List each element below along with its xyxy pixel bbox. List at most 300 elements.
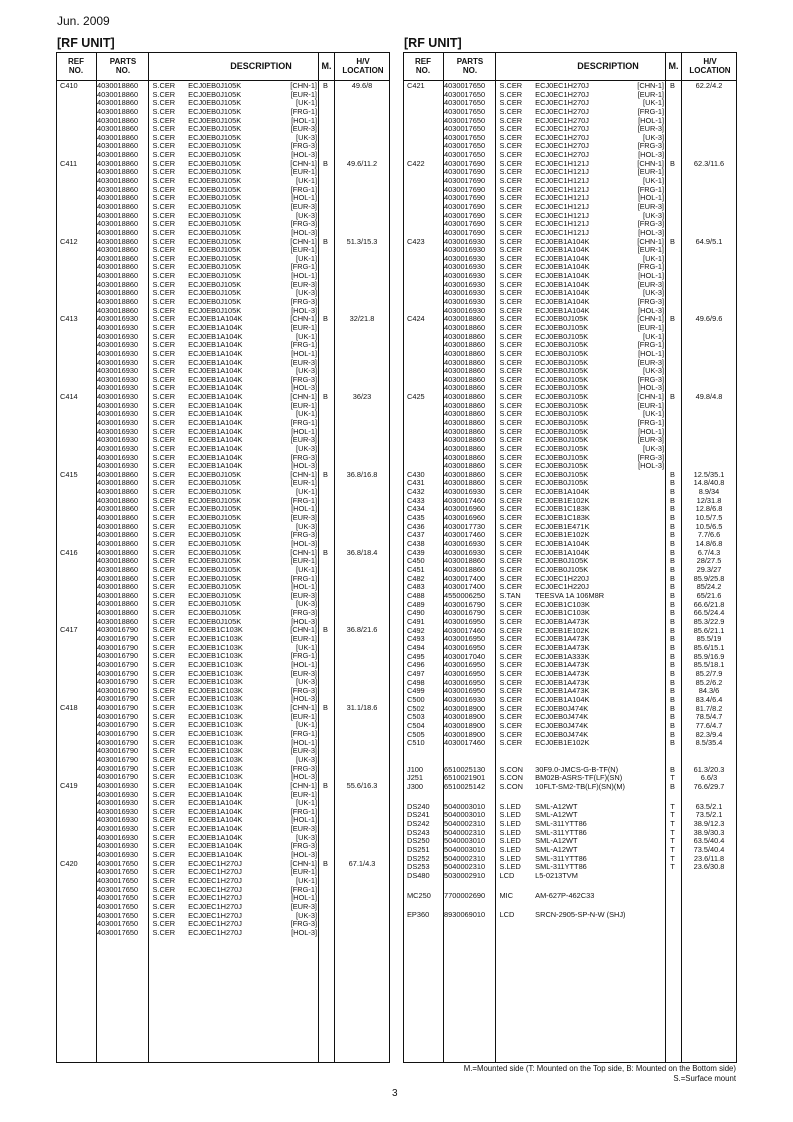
part-number: 4030016790: [444, 599, 486, 609]
table-header: [57, 53, 389, 81]
part-description: ECJ0EB1A104K: [188, 780, 243, 790]
part-type: S.CER: [152, 426, 176, 436]
ref-number: EP360: [407, 910, 430, 920]
region-code: [630, 911, 664, 920]
part-type: S.LED: [499, 853, 521, 863]
part-description: ECJ0EC1H220J: [535, 582, 589, 592]
ref-number: DS241: [407, 810, 430, 820]
part-type: S.CER: [499, 694, 523, 704]
part-description: ECJ0EB1C103K: [188, 625, 243, 635]
part-description: ECJ0EB0J105K: [535, 461, 589, 471]
part-number: 4030017730: [444, 521, 486, 531]
region-code: [UK-3]: [296, 288, 317, 298]
region-code: [630, 583, 664, 592]
part-number: 4030018860: [97, 616, 139, 626]
part-type: S.CER: [499, 720, 523, 730]
region-code: [FRG-1]: [290, 340, 317, 350]
ref-number: C490: [407, 608, 425, 618]
part-number: 4030017040: [444, 651, 486, 661]
region-code: [HOL-1]: [291, 737, 317, 747]
hv-location: 49.6/11.2: [346, 158, 378, 168]
part-description: SML-A12WT: [535, 836, 578, 846]
part-description: ECJ0EB1C103K: [188, 651, 243, 661]
part-type: S.CER: [152, 832, 176, 842]
part-type: S.CER: [499, 271, 523, 281]
part-type: S.CER: [499, 348, 523, 358]
part-description: ECJ0EB0J105K: [535, 340, 589, 350]
hv-location: 55.6/16.3: [346, 780, 378, 790]
region-code: [UK-3]: [296, 521, 317, 531]
part-number: 4030017650: [444, 98, 486, 108]
part-type: S.CER: [499, 141, 523, 151]
document-date: Jun. 2009: [57, 14, 110, 28]
part-number: 4030017650: [444, 124, 486, 134]
part-number: 4030016790: [97, 720, 139, 730]
part-type: S.CER: [152, 98, 176, 108]
part-description: ECJ0EB1A104K: [188, 850, 243, 860]
region-code: [CHN-1]: [290, 625, 317, 635]
part-type: S.CER: [499, 504, 523, 514]
part-lines: [442, 238, 664, 316]
hv-location: 63.5/2.1: [695, 801, 723, 811]
part-number: 4030018860: [97, 495, 139, 505]
part-description: ECJ0EB1A104K: [188, 392, 243, 402]
part-number: 4030018860: [444, 417, 486, 427]
part-number: 4030016790: [97, 754, 139, 764]
region-code: [FRG-1]: [290, 495, 317, 505]
part-description: ECJ0EB1C103K: [188, 668, 243, 678]
region-code: [EUR-3]: [290, 746, 317, 756]
part-description: ECJ0EC1H270J: [188, 858, 242, 868]
part-type: S.CER: [499, 132, 523, 142]
region-code: [UK-1]: [296, 564, 317, 574]
part-description: ECJ0EB1A104K: [535, 253, 590, 263]
region-code: [630, 766, 664, 775]
region-code: [HOL-1]: [291, 348, 317, 358]
part-number: 4030016960: [444, 513, 486, 523]
part-number: 4030018860: [97, 305, 139, 315]
part-description: ECJ0EB0J105K: [188, 115, 242, 125]
part-number: 4030017650: [444, 89, 486, 99]
part-number: 4030018860: [444, 409, 486, 419]
mounted-side: B: [670, 660, 675, 670]
hv-location: 8.9/34: [698, 487, 720, 497]
mounted-side: B: [670, 513, 675, 523]
part-description: SML-A12WT: [535, 845, 578, 855]
part-number: 4030016790: [97, 677, 139, 687]
part-type: S.CER: [152, 919, 176, 929]
part-type: S.CER: [152, 867, 176, 877]
part-description: ECJ0EB0J105K: [188, 478, 242, 488]
part-number: 4030016950: [444, 616, 486, 626]
region-code: [FRG-3]: [637, 452, 664, 462]
part-number: 4030018860: [444, 400, 486, 410]
part-description: SML-A12WT: [535, 810, 578, 820]
part-number: 4030018860: [444, 565, 486, 575]
mounted-side: B: [670, 487, 675, 497]
part-number: 4030018860: [444, 452, 486, 462]
part-number: 4030018860: [97, 106, 139, 116]
part-description: ECJ0EB0J105K: [535, 443, 589, 453]
hv-location: 12/31.8: [696, 495, 722, 505]
part-description: ECJ0EB1E102K: [535, 625, 590, 635]
part-description: ECJ0EB0J105K: [188, 556, 242, 566]
hv-location: 63.5/40.4: [693, 836, 725, 846]
region-code: [630, 863, 664, 872]
part-number: 4030016930: [444, 271, 486, 281]
region-code: [HOL-1]: [291, 504, 317, 514]
part-type: S.CER: [152, 443, 176, 453]
region-code: [EUR-1]: [290, 634, 317, 643]
part-description: ECJ0EC1H121J: [535, 158, 589, 168]
region-code: [UK-3]: [643, 288, 664, 298]
region-code: [EUR-3]: [290, 435, 317, 445]
mounted-side: B: [670, 573, 675, 583]
part-number: 4030016930: [97, 392, 139, 402]
part-type: S.CER: [152, 746, 176, 756]
part-description: ECJ0EB0J474K: [535, 729, 589, 739]
part-number: 4030017650: [97, 919, 139, 929]
region-code: [630, 713, 664, 722]
part-type: S.CER: [152, 850, 176, 860]
part-number: 4030018860: [97, 279, 139, 289]
mounted-side: B: [670, 651, 675, 661]
region-code: [EUR-1]: [290, 245, 317, 255]
part-type: S.CER: [499, 331, 523, 341]
ref-number: DS240: [407, 801, 430, 811]
table-row: [57, 549, 389, 627]
mounted-side: B: [670, 608, 675, 618]
part-number: 4030016930: [97, 461, 139, 471]
region-code: [630, 803, 664, 812]
part-number: 4030018860: [444, 314, 486, 324]
part-number: 5040002310: [444, 853, 486, 863]
ref-number: J251: [407, 773, 424, 783]
part-description: ECJ0EB0J105K: [535, 417, 589, 427]
ref-number: C420: [60, 858, 78, 868]
part-line: [442, 783, 664, 792]
region-code: [FRG-1]: [290, 884, 317, 894]
hv-location: 85.9/16.9: [693, 651, 725, 661]
part-type: S.CER: [499, 443, 523, 453]
part-number: 4030018860: [97, 271, 139, 281]
part-number: 4030018860: [97, 158, 139, 168]
region-code: [CHN-1]: [290, 858, 317, 868]
part-description: ECJ0EB1A473K: [535, 677, 590, 687]
part-description: ECJ0EB0J105K: [188, 599, 242, 609]
part-type: S.CER: [152, 288, 176, 298]
part-number: 4030018860: [97, 193, 139, 203]
part-type: S.CER: [499, 400, 523, 410]
part-type: S.CER: [499, 651, 523, 661]
part-number: 4030017690: [444, 176, 486, 186]
part-number: 5040003010: [444, 810, 486, 820]
part-number: 4030018900: [444, 703, 486, 713]
column-header-description: DESCRIPTION: [577, 61, 639, 72]
part-description: ECJ0EB1C183K: [535, 504, 590, 514]
part-number: 4030016950: [444, 634, 486, 644]
region-code: [EUR-1]: [637, 245, 664, 255]
table-row: [404, 783, 736, 792]
part-type: S.CER: [499, 245, 523, 255]
region-code: [CHN-1]: [290, 469, 317, 479]
ref-number: C438: [407, 539, 425, 549]
part-description: ECJ0EB1A104K: [188, 789, 243, 799]
mounted-side: B: [670, 582, 675, 592]
part-description: ECJ0EC1H270J: [535, 89, 589, 99]
part-description: ECJ0EB0J105K: [188, 538, 242, 548]
part-type: S.CER: [152, 158, 176, 168]
part-number: 4030016930: [97, 400, 139, 410]
part-number: 4030016930: [97, 331, 139, 341]
part-description: ECJ0EB0J105K: [535, 366, 589, 376]
part-type: S.CER: [152, 677, 176, 687]
part-type: S.CER: [499, 625, 523, 635]
part-type: S.CER: [152, 893, 176, 903]
part-type: S.CER: [152, 253, 176, 263]
table-row: [404, 393, 736, 471]
part-type: S.CER: [152, 297, 176, 307]
part-description: ECJ0EB1C103K: [188, 634, 243, 643]
part-description: ECJ0EB0J105K: [535, 331, 589, 341]
table-row: [57, 238, 389, 316]
part-type: S.CER: [499, 374, 523, 384]
region-code: [630, 601, 664, 610]
region-code: [FRG-3]: [637, 141, 664, 151]
part-description: ECJ0EB0J105K: [188, 573, 242, 583]
ref-number: C413: [60, 314, 78, 324]
mounted-side: T: [670, 819, 675, 829]
part-number: 4030018860: [97, 564, 139, 574]
ref-number: C451: [407, 565, 425, 575]
table-row: [404, 82, 736, 160]
part-number: 4030016790: [97, 634, 139, 643]
part-number: 4030017400: [444, 582, 486, 592]
ref-number: J300: [407, 782, 424, 792]
part-description: ECJ0EB0J105K: [188, 513, 242, 523]
part-description: ECJ0EB0J105K: [188, 245, 242, 255]
part-number: 4030018860: [444, 478, 486, 488]
part-type: S.CER: [152, 150, 176, 160]
mounted-side: B: [323, 780, 328, 790]
mounted-side: B: [670, 547, 675, 557]
part-type: S.CER: [499, 660, 523, 670]
part-number: 4030017650: [444, 150, 486, 160]
part-number: 4030016930: [97, 841, 139, 851]
hv-location: 12.5/35.1: [693, 469, 725, 479]
table-row: [57, 315, 389, 393]
region-code: [630, 687, 664, 696]
part-type: S.CER: [499, 686, 523, 696]
part-number: 4030018860: [97, 89, 139, 99]
ref-number: C439: [407, 547, 425, 557]
part-description: ECJ0EB0J105K: [188, 582, 242, 592]
region-code: [EUR-3]: [290, 513, 317, 523]
part-number: 4030018860: [97, 599, 139, 609]
part-type: S.CER: [152, 331, 176, 341]
region-code: [EUR-1]: [290, 789, 317, 799]
part-number: 4030016930: [97, 798, 139, 808]
region-code: [FRG-1]: [637, 184, 664, 194]
hv-location: 10.5/7.5: [695, 513, 723, 523]
part-type: S.CON: [499, 782, 523, 792]
part-description: ECJ0EB0J105K: [188, 521, 242, 531]
part-number: 4030016930: [97, 340, 139, 350]
part-description: ECJ0EB0J105K: [188, 184, 242, 194]
hv-location: 38.9/12.3: [693, 819, 725, 829]
part-description: ECJ0EB0J105K: [188, 271, 242, 281]
region-code: [EUR-1]: [290, 478, 317, 488]
region-code: [630, 549, 664, 558]
part-number: 4030018860: [444, 443, 486, 453]
part-description: ECJ0EB1A104K: [535, 297, 590, 307]
part-type: S.CER: [152, 279, 176, 289]
mounted-side: B: [670, 720, 675, 730]
part-type: S.CER: [152, 409, 176, 419]
part-lines: [95, 238, 317, 316]
mounted-side: B: [323, 858, 328, 868]
part-number: 4030016930: [444, 245, 486, 255]
ref-number: C495: [407, 651, 425, 661]
part-number: 4030016930: [97, 452, 139, 462]
region-code: [630, 696, 664, 705]
part-number: 4030016930: [97, 435, 139, 445]
mounted-side: B: [670, 634, 675, 644]
ref-number: C500: [407, 694, 425, 704]
part-description: ECJ0EB1C103K: [188, 729, 243, 739]
part-lines: [95, 160, 317, 238]
column-header-hv-location: H/V LOCATION: [342, 57, 384, 75]
region-code: [FRG-1]: [290, 729, 317, 739]
part-type: S.CER: [152, 504, 176, 514]
region-code: [630, 837, 664, 846]
part-number: 4030018860: [444, 340, 486, 350]
part-type: S.CER: [499, 366, 523, 376]
region-code: [HOL-1]: [291, 115, 317, 125]
part-number: 4030018860: [97, 184, 139, 194]
part-type: S.CER: [152, 305, 176, 315]
part-number: 4030017460: [444, 625, 486, 635]
part-type: S.LED: [499, 862, 521, 872]
column-header-ref-no: REF NO.: [68, 57, 84, 75]
region-code: [630, 661, 664, 670]
part-number: 4030018860: [444, 366, 486, 376]
part-number: 4030016930: [97, 850, 139, 860]
region-code: [EUR-1]: [637, 400, 664, 410]
part-type: S.CER: [499, 599, 523, 609]
mounted-side: B: [670, 495, 675, 505]
part-type: S.CER: [152, 340, 176, 350]
part-type: S.CER: [499, 573, 523, 583]
region-code: [HOL-1]: [638, 271, 664, 281]
part-number: 4030016930: [444, 288, 486, 298]
ref-number: C488: [407, 591, 425, 601]
part-type: S.CER: [499, 236, 523, 246]
part-type: S.CER: [499, 461, 523, 471]
region-code: [EUR-3]: [637, 279, 664, 289]
region-code: [EUR-1]: [290, 400, 317, 410]
part-description: SML-311YTT86: [535, 827, 587, 837]
part-description: SRCN-2905-SP-N-W (SHJ): [535, 910, 626, 920]
part-description: ECJ0EB1A104K: [535, 539, 590, 549]
part-number: 4030017650: [444, 115, 486, 125]
part-line: [95, 929, 317, 938]
part-description: SML-A12WT: [535, 801, 578, 811]
part-type: S.CER: [152, 461, 176, 471]
ref-number: C414: [60, 392, 78, 402]
hv-location: 64.9/5.1: [695, 236, 723, 246]
hv-location: 82.3/9.4: [695, 729, 723, 739]
part-type: S.CER: [152, 271, 176, 281]
part-type: S.CER: [152, 357, 176, 367]
part-description: ECJ0EB0J105K: [188, 487, 242, 497]
part-description: ECJ0EB0J105K: [535, 478, 589, 488]
region-code: [FRG-1]: [290, 262, 317, 272]
region-code: [EUR-1]: [290, 89, 317, 99]
table-row: [57, 626, 389, 704]
part-description: ECJ0EC1H270J: [188, 884, 242, 894]
region-code: [UK-3]: [296, 677, 317, 687]
part-description: ECJ0EB0J105K: [188, 504, 242, 514]
part-type: S.CER: [499, 495, 523, 505]
part-number: 4030017650: [97, 893, 139, 903]
region-code: [UK-3]: [296, 210, 317, 220]
part-type: S.CER: [152, 184, 176, 194]
hv-location: 38.9/30.3: [693, 827, 725, 837]
part-description: ECJ0EB0J105K: [535, 322, 589, 332]
part-number: 4030016930: [97, 417, 139, 427]
mounted-side: B: [670, 539, 675, 549]
part-type: S.CER: [152, 106, 176, 116]
mounted-side: B: [670, 712, 675, 722]
table-row: [404, 892, 736, 901]
table-row: [404, 160, 736, 238]
region-code: [FRG-1]: [290, 573, 317, 583]
part-description: ECJ0EC1H121J: [535, 176, 589, 186]
mounted-side: B: [670, 521, 675, 531]
mounted-side: B: [670, 158, 675, 168]
part-number: 4030016930: [444, 262, 486, 272]
part-type: S.CER: [152, 452, 176, 462]
part-description: ECJ0EB0J105K: [188, 236, 242, 246]
part-type: S.CER: [152, 322, 176, 332]
region-code: [630, 505, 664, 514]
hv-location: 49.8/4.8: [695, 392, 723, 402]
part-number: 4030017460: [444, 738, 486, 748]
part-type: S.CER: [152, 227, 176, 237]
part-number: 4030018860: [97, 288, 139, 298]
part-number: 4030018860: [97, 236, 139, 246]
ref-number: C436: [407, 521, 425, 531]
part-description: ECJ0EB0J105K: [188, 305, 242, 315]
part-description: ECJ0EB0J105K: [188, 253, 242, 263]
region-code: [630, 540, 664, 549]
part-number: 4030016930: [97, 426, 139, 436]
region-code: [HOL-3]: [638, 383, 664, 393]
part-number: 4030018860: [444, 469, 486, 479]
part-number: 4030018860: [97, 538, 139, 548]
region-code: [EUR-3]: [637, 435, 664, 445]
mounted-side: B: [670, 782, 675, 792]
region-code: [FRG-3]: [637, 219, 664, 229]
part-description: ECJ0EC1H270J: [535, 98, 589, 108]
part-number: 4030016930: [97, 443, 139, 453]
mounted-side: B: [670, 625, 675, 635]
part-number: 4030017650: [444, 132, 486, 142]
region-code: [630, 670, 664, 679]
part-description: ECJ0EB1A104K: [188, 400, 243, 410]
part-description: ECJ0EB0J105K: [188, 495, 242, 505]
